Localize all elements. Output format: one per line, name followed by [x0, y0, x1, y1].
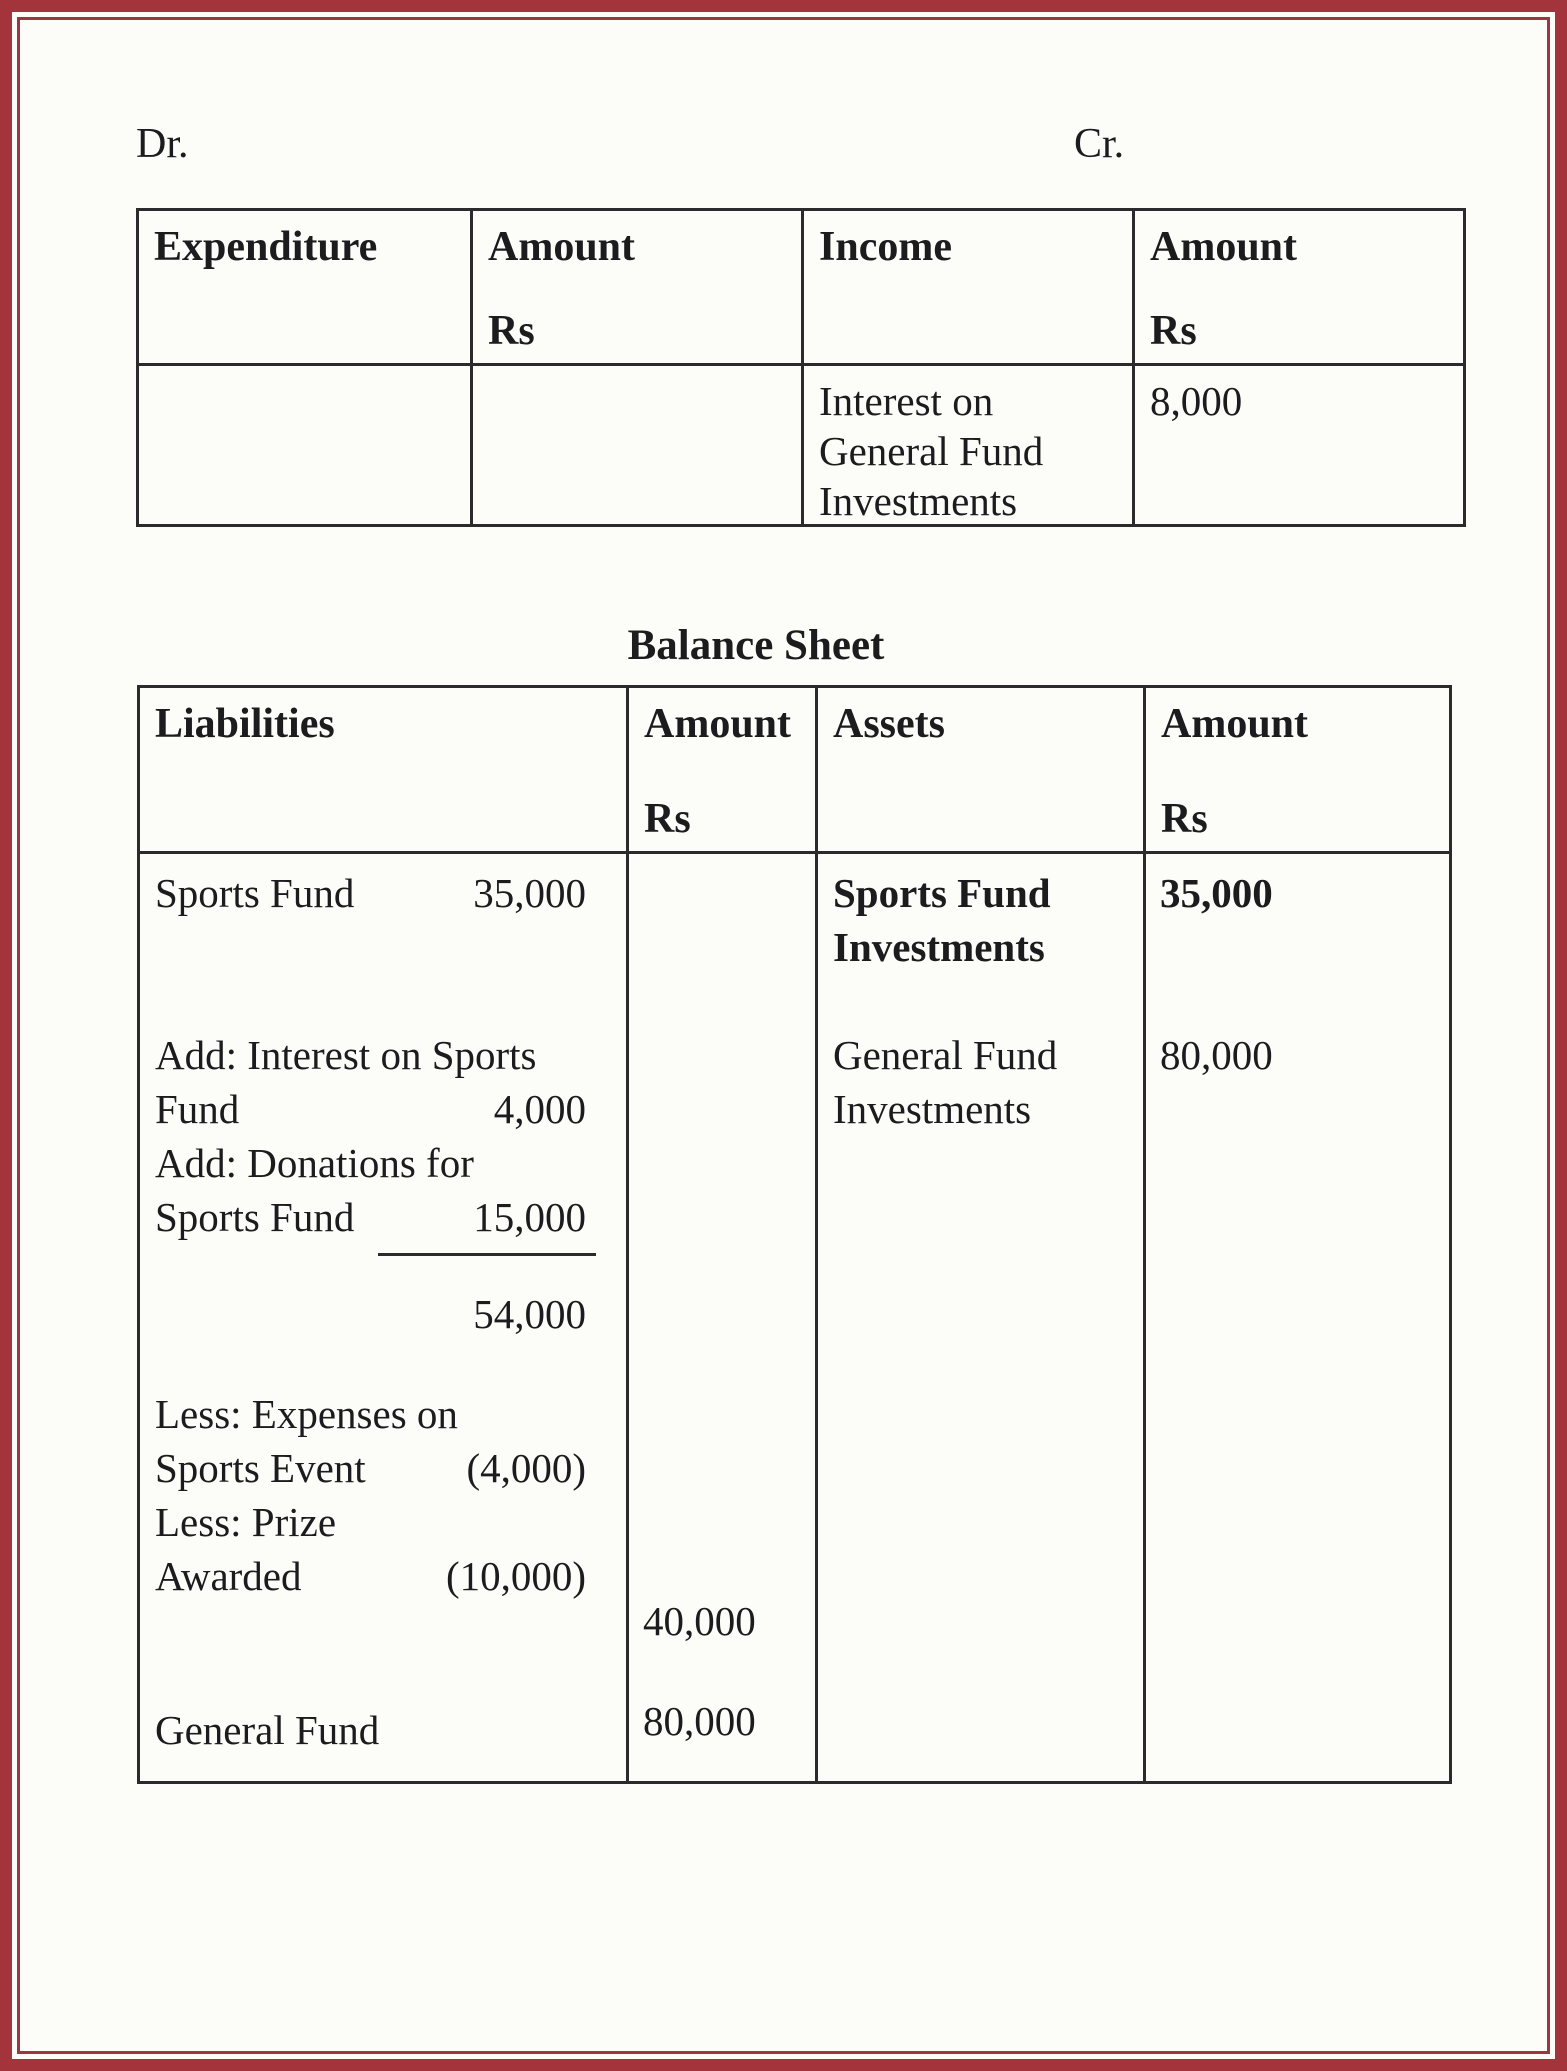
income-expenditure-table — [136, 208, 1466, 527]
sports-fund-net-amount — [629, 1594, 815, 1648]
spacer-line — [140, 1657, 626, 1703]
amount-left-header-label: Amount — [488, 224, 636, 270]
spacer-line — [629, 1378, 815, 1432]
expenditure-header-label: Expenditure — [154, 224, 378, 270]
bs-amount-right-header-cell — [1143, 688, 1449, 854]
bs-amount-left-header-unit: Rs — [644, 796, 691, 842]
spacer-line — [140, 974, 626, 1028]
balance-sheet-table — [137, 685, 1452, 1784]
expenditure-amount-empty-cell — [470, 366, 801, 524]
spacer-line — [629, 1432, 815, 1486]
amount-right-header-label: Amount — [1150, 224, 1298, 270]
spacer-line — [629, 1136, 815, 1190]
spacer-line — [629, 1540, 815, 1594]
spacer-line — [629, 1278, 815, 1332]
add-interest-amount: 4,000 — [493, 1086, 586, 1132]
balance-sheet-title: Balance Sheet — [627, 622, 885, 669]
assets-header-label: Assets — [833, 701, 945, 747]
add-interest-text: Add: Interest on Sports — [155, 1032, 537, 1078]
add-interest-text-cont: Fund — [155, 1086, 240, 1132]
spacer-line — [629, 974, 815, 1028]
spacer-line — [629, 1486, 815, 1540]
amount-left-header-cell — [470, 211, 801, 366]
asset-item-sports-fund-investments: Sports Fund Investments — [833, 870, 1051, 970]
add-donations-text-cont: Sports Fund — [155, 1194, 355, 1240]
liability-line-add-interest-2 — [140, 1082, 626, 1136]
liability-line-add-donations-1 — [140, 1136, 626, 1190]
amount-right-header-unit: Rs — [1150, 308, 1197, 354]
spacer-line — [1146, 974, 1449, 1028]
spacer-line — [140, 1341, 626, 1387]
liability-line-general-fund — [140, 1703, 626, 1757]
assets-amount-cell — [1143, 854, 1449, 1781]
spacer-line — [629, 920, 815, 974]
sports-fund-label: Sports Fund — [155, 870, 355, 916]
liability-line-add-donations-2 — [140, 1190, 626, 1244]
spacer-line — [629, 1648, 815, 1694]
drcr-row — [12, 116, 1555, 172]
general-fund-investments-value: 80,000 — [1160, 1032, 1273, 1078]
income-item-text: Interest on General Fund Investments — [819, 378, 1044, 524]
add-donations-amount: 15,000 — [473, 1194, 586, 1240]
sports-fund-net-value: 40,000 — [643, 1598, 756, 1644]
add-donations-text: Add: Donations for — [155, 1140, 474, 1186]
liabilities-detail-cell — [140, 854, 626, 1781]
liability-line-subtotal — [140, 1287, 626, 1341]
sports-fund-opening-amount: 35,000 — [473, 870, 586, 916]
paper-sheet — [12, 12, 1555, 2059]
asset-item-general-fund-investments: General Fund Investments — [833, 1032, 1058, 1132]
general-fund-amount — [629, 1694, 815, 1748]
amount-left-header-unit: Rs — [488, 308, 535, 354]
liability-line-add-interest-1 — [140, 1028, 626, 1082]
bs-amount-right-header-label: Amount — [1161, 701, 1309, 747]
dr-label: Dr. — [136, 121, 189, 167]
expenditure-empty-cell — [139, 366, 470, 524]
bs-amount-left-header-label: Amount — [644, 701, 792, 747]
subtotal-rule — [378, 1253, 596, 1256]
liabilities-header-label: Liabilities — [155, 701, 335, 747]
liability-line-less-expenses-2 — [140, 1441, 626, 1495]
general-fund-label: General Fund — [155, 1707, 380, 1753]
income-header-cell — [801, 211, 1132, 366]
less-expenses-amount: (4,000) — [466, 1445, 586, 1491]
subtotal-amount: 54,000 — [473, 1291, 586, 1337]
cr-label: Cr. — [1074, 121, 1125, 167]
sports-fund-investments-amount — [1146, 866, 1449, 920]
spacer-line — [629, 1190, 815, 1244]
general-fund-investments-amount — [1146, 1028, 1449, 1082]
income-amount-cell — [1132, 366, 1463, 524]
liability-line-less-prize-1 — [140, 1495, 626, 1549]
less-prize-text-cont: Awarded — [155, 1553, 302, 1599]
liability-line-less-prize-2 — [140, 1549, 626, 1603]
liabilities-header-cell — [140, 688, 626, 854]
income-item-cell — [801, 366, 1132, 524]
spacer-line — [629, 1332, 815, 1378]
less-prize-amount: (10,000) — [445, 1553, 586, 1599]
amount-right-header-cell — [1132, 211, 1463, 366]
less-expenses-text-cont: Sports Event — [155, 1445, 366, 1491]
bs-amount-left-header-cell — [626, 688, 815, 854]
spacer-line — [140, 920, 626, 974]
liability-line-less-expenses-1 — [140, 1387, 626, 1441]
assets-header-cell — [815, 688, 1143, 854]
income-amount-value: 8,000 — [1150, 378, 1243, 424]
less-prize-text: Less: Prize — [155, 1499, 337, 1545]
spacer-line — [629, 1244, 815, 1278]
page-content — [12, 12, 1555, 2059]
sports-fund-investments-value: 35,000 — [1160, 870, 1273, 916]
spacer-line — [140, 1603, 626, 1657]
subtotal-rule-row — [140, 1253, 626, 1287]
bs-amount-right-header-unit: Rs — [1161, 796, 1208, 842]
spacer-line — [1146, 920, 1449, 974]
liability-line-sports-fund — [140, 866, 626, 920]
general-fund-value: 80,000 — [643, 1698, 756, 1744]
expenditure-header-cell — [139, 211, 470, 366]
spacer-line — [629, 1028, 815, 1082]
less-expenses-text: Less: Expenses on — [155, 1391, 458, 1437]
income-header-label: Income — [819, 224, 952, 270]
assets-detail-cell — [815, 854, 1143, 1781]
liabilities-amount-cell — [626, 854, 815, 1781]
spacer-line — [629, 866, 815, 920]
spacer-line — [818, 974, 1143, 1028]
spacer-line — [629, 1082, 815, 1136]
